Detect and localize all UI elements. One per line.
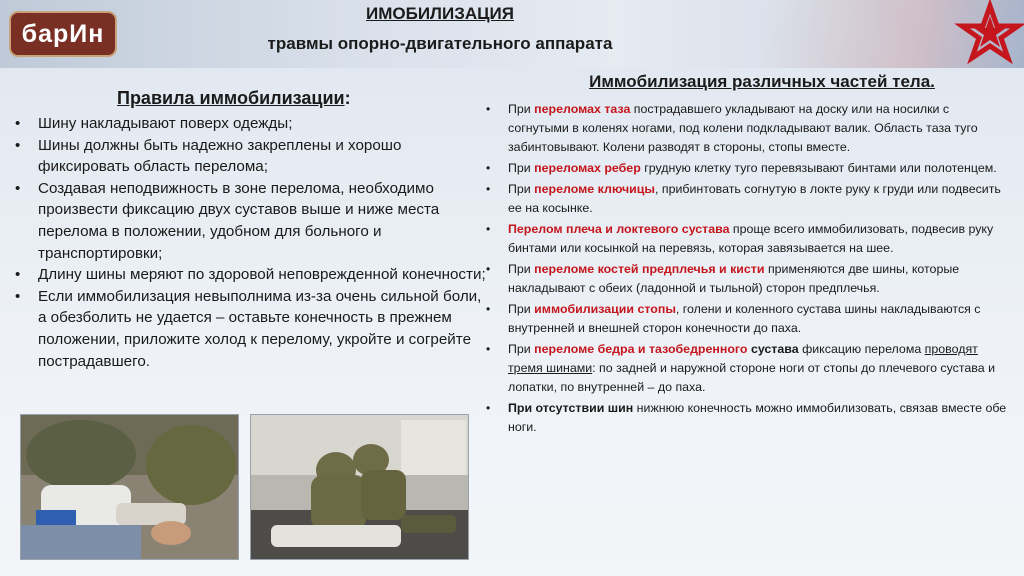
rules-list xyxy=(10,113,490,372)
list-item: • Шину накладывают поверх одежды; xyxy=(10,113,490,135)
list-item: • При переломах таза пострадавшего укладывают на доску или на носилки с согнутыми в коленях ногами, под колени подкладывают валик. Область таза туго забинтовывают. Колени разводят в стороны, стопы вместе. xyxy=(482,100,1007,157)
list-item: • При переломе ключицы, прибинтовать согнутую в локте руку к груди или подвесить ее на косынке. xyxy=(482,180,1007,218)
list-item: • При переломах ребер грудную клетку туго перевязывают бинтами или полотенцем. xyxy=(482,159,1007,178)
list-item: • Шины должны быть надежно закреплены и хорошо фиксировать область перелома; xyxy=(10,135,490,178)
list-item: • Если иммобилизация невыполнима из-за очень сильной боли, а обезболить не удается – оставьте конечность в прежнем положении, приложите холод к перелому, укройте и согрейте пострадавшего. xyxy=(10,286,490,372)
photo-first-aid-leg xyxy=(20,414,239,560)
list-item: • Создавая неподвижность в зоне перелома, необходимо произвести фиксацию двух суставов выше и ниже места перелома в положении, удобном для больного и транспортировки; xyxy=(10,178,490,264)
brand-logo xyxy=(9,11,117,57)
list-item: • Длину шины меряют по здоровой неповрежденной конечности; xyxy=(10,264,490,286)
list-item: • При отсутствии шин нижнюю конечность можно иммобилизовать, связав вместе обе ноги. xyxy=(482,399,1007,437)
list-item: • Перелом плеча и локтевого сустава проще всего иммобилизовать, подвесив руку бинтами или косынкой на перевязь, которая завязывается на шее. xyxy=(482,220,1007,258)
logo-text: барИн xyxy=(21,19,105,48)
list-item: • При иммобилизации стопы, голени и коленного сустава шины накладываются с внутренней и внешней сторон конечности до паха. xyxy=(482,300,1007,338)
list-item: • При переломе бедра и тазобедренного сустава фиксацию перелома проводят тремя шинами: по задней и наружной стороне ноги от стопы до плечевого сустава и лопатки, по внутренней – до паха. xyxy=(482,340,1007,397)
list-item: • При переломе костей предплечья и кисти применяются две шины, которые накладывают с обеих (ладонной и тыльной) сторон предплечья. xyxy=(482,260,1007,298)
page-title: ИМОБИЛИЗАЦИЯ xyxy=(366,4,514,23)
body-parts-heading: Иммобилизация различных частей тела. xyxy=(589,72,935,91)
body-parts-list xyxy=(482,100,1007,439)
page-subtitle: травмы опорно-двигательного аппарата xyxy=(267,34,613,53)
red-star-icon xyxy=(952,0,1024,66)
rules-heading: Правила иммобилизации: xyxy=(117,88,351,108)
photo-first-aid-stretcher xyxy=(250,414,469,560)
